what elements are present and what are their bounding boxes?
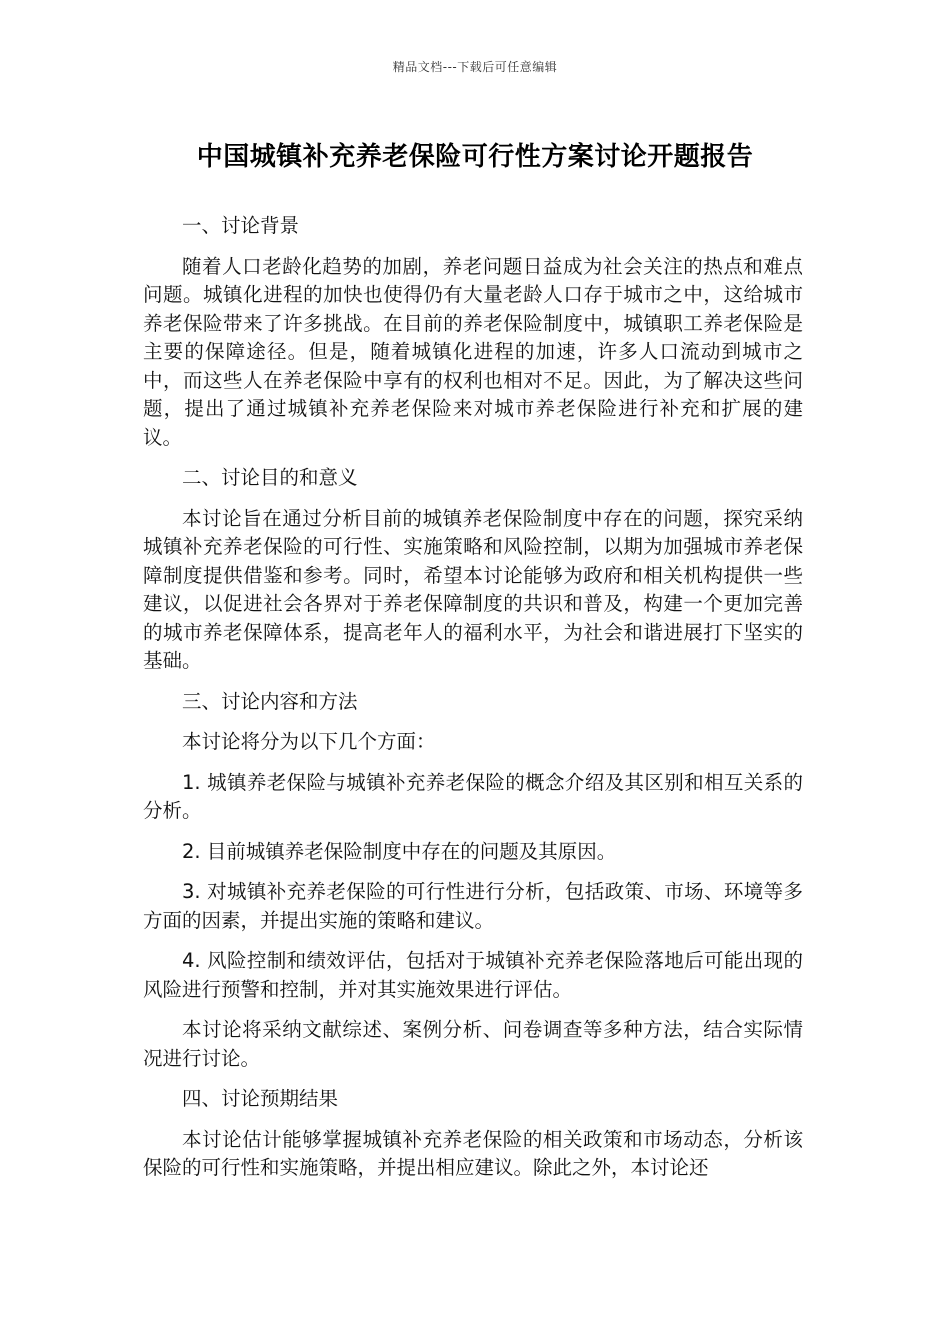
document-title: 中国城镇补充养老保险可行性方案讨论开题报告 — [196, 142, 754, 172]
list-item-1: 1. 城镇养老保险与城镇补充养老保险的概念介绍及其区别和相互关系的分析。 — [143, 770, 803, 822]
paragraph-method: 本讨论将采纳文献综述、案例分析、问卷调查等多种方法，结合实际情况进行讨论。 — [143, 1018, 803, 1070]
header-watermark: 精品文档---下载后可任意编辑 — [392, 60, 558, 74]
paragraph-background: 随着人口老龄化趋势的加剧，养老问题日益成为社会关注的热点和难点问题。城镇化进程的加快也使得仍有大量老龄人口存于城市之中，这给城市养老保险带来了许多挑战。在目前的养老保险制度中，城镇职工养老保险是主要的保障途径。但是，随着城镇化进程的加速，许多人口流动到城市之中，而这些人在养老保险中享有的权利也相对不足。因此，为了解决这些问题，提出了通过城镇补充养老保险来对城市养老保险进行补充和扩展的建议。 — [143, 254, 803, 449]
paragraph-purpose: 本讨论旨在通过分析目前的城镇养老保险制度中存在的问题，探究采纳城镇补充养老保险的可行性、实施策略和风险控制，以期为加强城市养老保障制度提供借鉴和参考。同时，希望本讨论能够为政府和相关机构提供一些建议，以促进社会各界对于养老保障制度的共识和普及，构建一个更加完善的城市养老保障体系，提高老年人的福利水平，为社会和谐进展打下坚实的基础。 — [143, 506, 803, 672]
list-item-3: 3. 对城镇补充养老保险的可行性进行分析，包括政策、市场、环境等多方面的因素，并提出实施的策略和建议。 — [143, 880, 803, 932]
section-heading-content-method: 三、讨论内容和方法 — [182, 689, 358, 713]
list-item-2: 2. 目前城镇养老保险制度中存在的问题及其原因。 — [182, 839, 617, 863]
section-heading-purpose: 二、讨论目的和意义 — [182, 466, 358, 489]
section-heading-background: 一、讨论背景 — [182, 214, 300, 237]
paragraph-expected-results: 本讨论估计能够掌握城镇补充养老保险的相关政策和市场动态，分析该保险的可行性和实施策略，并提出相应建议。除此之外，本讨论还 — [143, 1127, 803, 1179]
document-body — [143, 212, 803, 1195]
paragraph-content-intro: 本讨论将分为以下几个方面： — [182, 730, 436, 753]
section-heading-expected-results: 四、讨论预期结果 — [182, 1087, 339, 1110]
list-item-4: 4. 风险控制和绩效评估，包括对于城镇补充养老保险落地后可能出现的风险进行预警和控制，并对其实施效果进行评估。 — [143, 949, 803, 1001]
